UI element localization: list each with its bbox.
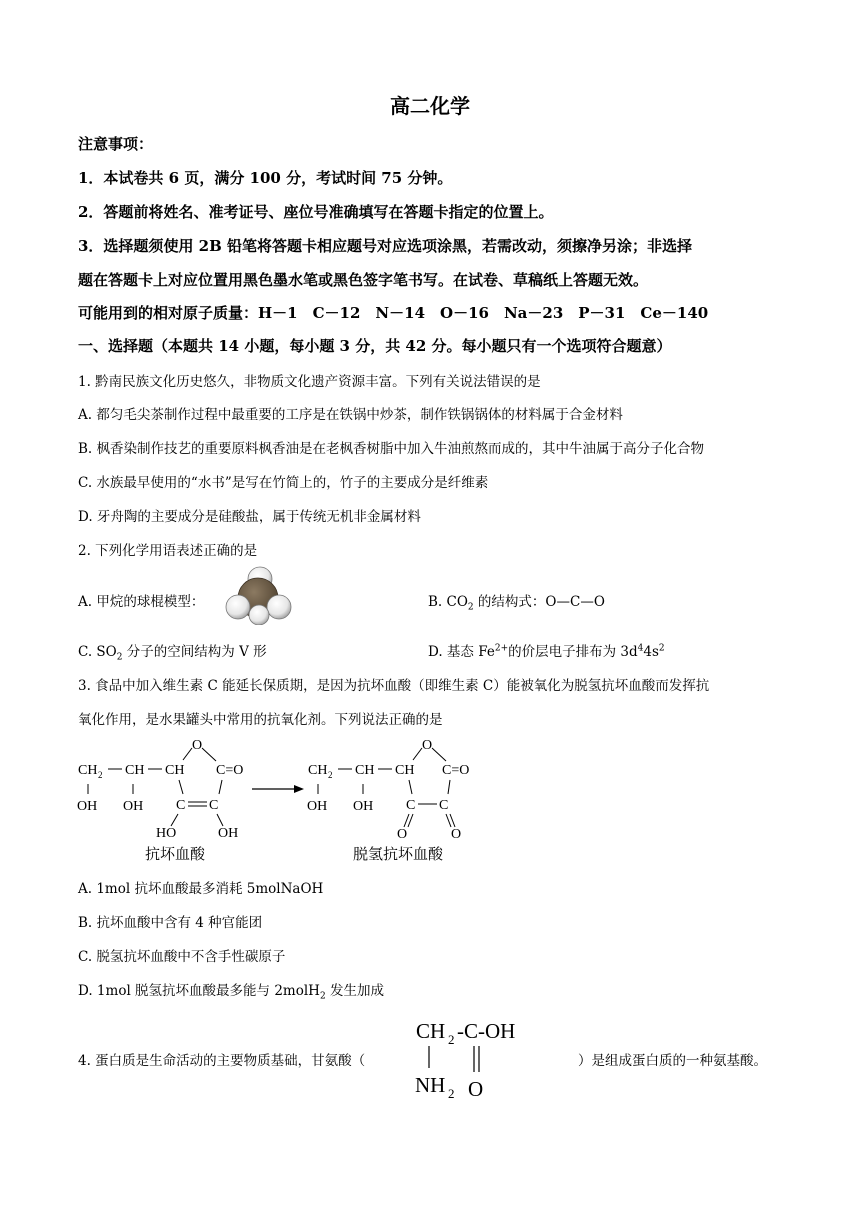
svg-text:2: 2 (448, 1032, 455, 1047)
svg-text:CH: CH (165, 763, 185, 778)
reaction-arrow (252, 785, 304, 793)
svg-text:O: O (468, 1077, 484, 1101)
svg-text:O: O (397, 827, 408, 842)
q2-stem: 2. 下列化学用语表述正确的是 (78, 543, 258, 559)
svg-text:-C-OH: -C-OH (457, 1019, 516, 1043)
svg-text:OH: OH (218, 826, 239, 841)
q3-stem-line2: 氧化作用，是水果罐头中常用的抗氧化剂。下列说法正确的是 (78, 712, 443, 728)
q3-option-c: C. 脱氢抗坏血酸中不含手性碳原子 (78, 949, 286, 965)
glycine-structure (412, 1014, 537, 1102)
label-dehydroascorbic-acid: 脱氢抗坏血酸 (353, 847, 444, 863)
q1-option-a: A. 都匀毛尖茶制作过程中最重要的工序是在铁锅中炒茶，制作铁锅锅体的材料属于合金材料 (78, 407, 623, 423)
notice-heading: 注意事项： (78, 135, 154, 153)
dehydroascorbic-acid-structure (307, 738, 469, 842)
q1-stem: 1. 黔南民族文化历史悠久，非物质文化遗产资源丰富。下列有关说法错误的是 (78, 374, 541, 390)
svg-text:OH: OH (353, 799, 374, 814)
svg-text:OH: OH (77, 799, 98, 814)
svg-text:CH: CH (355, 763, 375, 778)
methane-ball-stick-model (222, 565, 294, 625)
q2-option-a: A. 甲烷的球棍模型： (78, 594, 205, 610)
q2-option-c: C. $SO_2$ 分子的空间结构为 V 形 (78, 644, 267, 663)
svg-text:OH: OH (307, 799, 328, 814)
label-ascorbic-acid: 抗坏血酸 (145, 847, 206, 863)
svg-text:2: 2 (98, 770, 103, 780)
notice-item-3-cont: 题在答题卡上对应位置用黑色墨水笔或黑色签字笔书写。在试卷、草稿纸上答题无效。 (78, 271, 649, 289)
q3-option-a: A. 1mol 抗坏血酸最多消耗 5molNaOH (78, 881, 324, 897)
q2-option-b: B. $CO_2$ 的结构式：O—C—O (428, 594, 605, 613)
q3-option-d: D. 1mol 脱氢抗坏血酸最多能与 2molH$_2$ 发生加成 (78, 983, 384, 1002)
q1-option-d: D. 牙舟陶的主要成分是硅酸盐，属于传统无机非金属材料 (78, 509, 421, 525)
svg-text:O: O (192, 738, 203, 753)
ascorbic-acid-structure (77, 738, 243, 841)
svg-text:C=O: C=O (216, 763, 244, 778)
svg-text:NH: NH (415, 1073, 446, 1097)
q2-option-d: D. 基态 $Fe^{2+}$的价层电子排布为 $3d^44s^2$ (428, 643, 665, 660)
svg-text:2: 2 (328, 770, 333, 780)
q1-option-b: B. 枫香染制作技艺的重要原料枫香油是在老枫香树脂中加入牛油煎熬而成的，其中牛油属于高分子化合物 (78, 441, 705, 457)
svg-text:O: O (451, 827, 462, 842)
svg-text:OH: OH (123, 799, 144, 814)
q3-stem-line1: 3. 食品中加入维生素 C 能延长保质期，是因为抗坏血酸（即维生素 C）能被氧化为脱氢抗坏血酸而发挥抗 (78, 678, 710, 694)
page-title: 高二化学 (390, 94, 470, 118)
svg-text:C=O: C=O (442, 763, 470, 778)
svg-text:C: C (209, 798, 219, 813)
notice-item-3: 3．选择题须使用 2B 铅笔将答题卡相应题号对应选项涂黑，若需改动，须擦净另涂；非选择 (78, 237, 693, 255)
ascorbic-acid-oxidation-scheme (70, 732, 500, 867)
svg-text:C: C (176, 798, 186, 813)
svg-text:CH: CH (308, 763, 328, 778)
svg-text:CH: CH (125, 763, 145, 778)
svg-text:CH: CH (395, 763, 415, 778)
svg-text:2: 2 (448, 1086, 455, 1101)
q3-option-b: B. 抗坏血酸中含有 4 种官能团 (78, 915, 263, 931)
svg-text:CH: CH (78, 763, 98, 778)
q4-stem-start: 4. 蛋白质是生命活动的主要物质基础，甘氨酸（ (78, 1053, 366, 1069)
atomic-masses: 可能用到的相对原子质量：H－1 C－12 N－14 O－16 Na－23 P－31 Ce－140 (78, 304, 709, 322)
svg-text:CH: CH (416, 1019, 446, 1043)
svg-text:O: O (422, 738, 433, 753)
svg-text:HO: HO (156, 826, 177, 841)
q1-option-c: C. 水族最早使用的“水书”是写在竹简上的，竹子的主要成分是纤维素 (78, 475, 489, 491)
notice-item-1: 1．本试卷共 6 页，满分 100 分，考试时间 75 分钟。 (78, 169, 453, 187)
q4-stem-end: ）是组成蛋白质的一种氨基酸。 (578, 1053, 767, 1069)
section-heading: 一、选择题（本题共 14 小题，每小题 3 分，共 42 分。每小题只有一个选项符合题意） (78, 337, 672, 355)
notice-item-2: 2．答题前将姓名、准考证号、座位号准确填写在答题卡指定的位置上。 (78, 203, 554, 221)
svg-text:C: C (439, 798, 449, 813)
svg-text:C: C (406, 798, 416, 813)
